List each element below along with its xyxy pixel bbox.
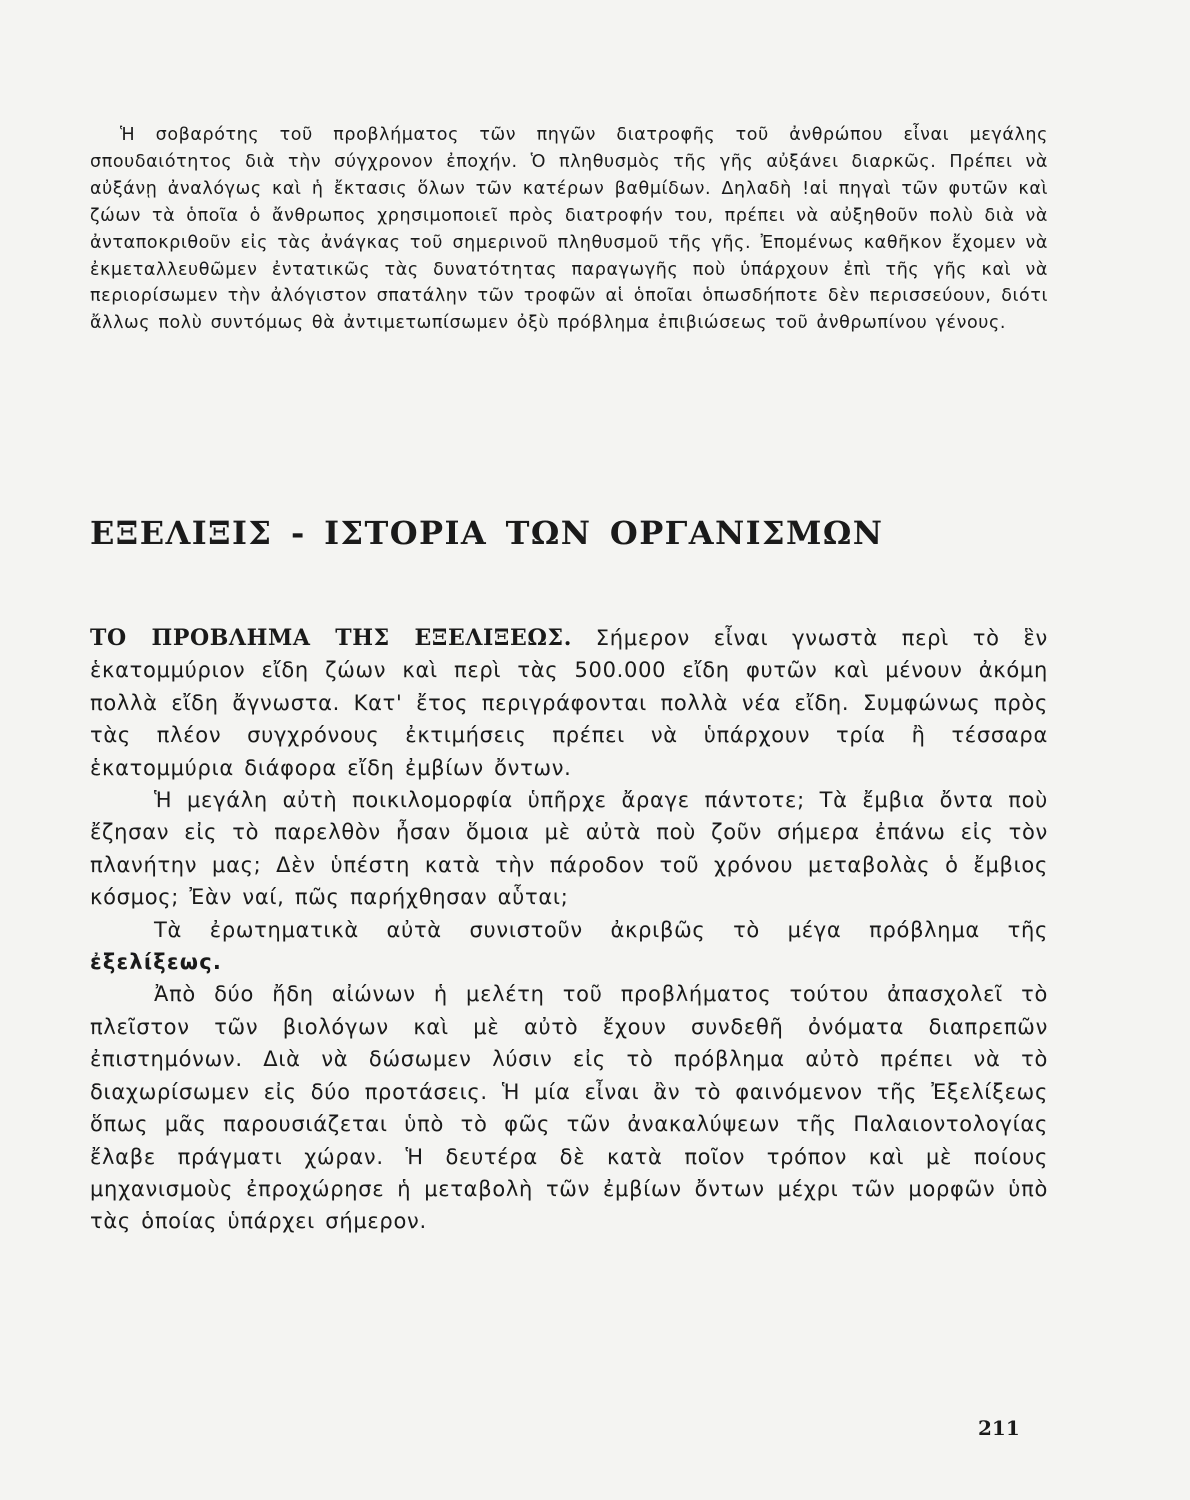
paragraph-3-text: Τὰ ἐρωτηματικὰ αὐτὰ συνιστοῦν ἀκριβῶς τὸ μέγα πρόβλημα τῆς [154, 917, 1048, 942]
section-heading: ΤΟ ΠΡΟΒΛΗΜΑ ΤΗΣ ΕΞΕΛΙΞΕΩΣ. [90, 625, 572, 651]
chapter-title: ΕΞΕΛΙΞΙΣ - ΙΣΤΟΡΙΑ ΤΩΝ ΟΡΓΑΝΙΣΜΩΝ [90, 514, 884, 552]
emphasized-term: ἐξελίξεως. [90, 950, 223, 975]
paragraph-1-text: Σήμερον εἶναι γνωστὰ περὶ τὸ ἓν ἑκατομμύριον εἴδη ζώων καὶ περὶ τὰς 500.000 εἴδη φυτῶν καὶ μένουν ἀκόμη πολλὰ εἴδη ἄγνωστα. Κατ' ἔτος περιγράφονται πολλὰ νέα εἴδη. Συμφώνως πρὸς τὰς πλέον συγχρόνους ἐκτιμήσεις πρέπει νὰ ὑπάρχουν τρία ἢ τέσσαρα ἑκατομμύρια διάφορα εἴδη ἐμβίων ὄντων. [90, 626, 1048, 780]
paragraph-1 [90, 622, 1048, 784]
intro-paragraph: Ἡ σοβαρότης τοῦ προβλήματος τῶν πηγῶν διατροφῆς τοῦ ἀνθρώπου εἶναι μεγάλης σπουδαιότητος διὰ τὴν σύγχρονον ἐποχήν. Ὁ πληθυσμὸς τῆς γῆς αὐξάνει διαρκῶς. Πρέπει νὰ αὐξάνῃ ἀναλόγως καὶ ἡ ἔκτασις ὅλων τῶν κατέρων βαθμίδων. Δηλαδὴ !αἱ πηγαὶ τῶν φυτῶν καὶ ζώων τὰ ὁποῖα ὁ ἄνθρωπος χρησιμοποιεῖ πρὸς διατροφήν του, πρέπει νὰ αὐξηθοῦν πολὺ διὰ νὰ ἀνταποκριθοῦν εἰς τὰς ἀνάγκας τοῦ σημερινοῦ πληθυσμοῦ τῆς γῆς. Ἐπομένως καθῆκον ἔχομεν νὰ ἐκμεταλλευθῶμεν ἐντατικῶς τὰς δυνατότητας παραγωγῆς ποὺ ὑπάρχουν ἐπὶ τῆς γῆς καὶ νὰ περιορίσωμεν τὴν ἀλόγιστον σπατάλην τῶν τροφῶν αἱ ὁποῖαι ὁπωσδήποτε δὲν περισσεύουν, διότι ἄλλως πολὺ συντόμως θὰ ἀντιμετωπίσωμεν ὀξὺ πρόβλημα ἐπιβιώσεως τοῦ ἀνθρωπίνου γένους. [90, 125, 1048, 334]
paragraph-2: Ἡ μεγάλη αὐτὴ ποικιλομορφία ὑπῆρχε ἄραγε πάντοτε; Τὰ ἔμβια ὄντα ποὺ ἔζησαν εἰς τὸ παρελθὸν ἦσαν ὅμοια μὲ αὐτὰ ποὺ ζοῦν σήμερα ἐπάνω εἰς τὸν πλανήτην μας; Δὲν ὑπέστη κατὰ τὴν πάροδον τοῦ χρόνου μεταβολὰς ὁ ἔμβιος κόσμος; Ἐὰν ναί, πῶς παρήχθησαν αὗται; [90, 788, 1048, 910]
paragraph-4: Ἀπὸ δύο ἤδη αἰώνων ἡ μελέτη τοῦ προβλήματος τούτου ἀπασχολεῖ τὸ πλεῖστον τῶν βιολόγων καὶ μὲ αὐτὸ ἔχουν συνδεθῆ ὀνόματα διαπρεπῶν ἐπιστημόνων. Διὰ νὰ δώσωμεν λύσιν εἰς τὸ πρόβλημα αὐτὸ πρέπει νὰ τὸ διαχωρίσωμεν εἰς δύο προτάσεις. Ἡ μία εἶναι ἂν τὸ φαινόμενον τῆς Ἐξελίξεως ὅπως μᾶς παρουσιάζεται ὑπὸ τὸ φῶς τῶν ἀνακαλύψεων τῆς Παλαιοντολογίας ἔλαβε πράγματι χώραν. Ἡ δευτέρα δὲ κατὰ ποῖον τρόπον καὶ μὲ ποίους μηχανισμοὺς ἐπροχώρησε ἡ μεταβολὴ τῶν ἐμβίων ὄντων μέχρι τῶν μορφῶν ὑπὸ τὰς ὁποίας ὑπάρχει σήμερον. [90, 982, 1048, 1234]
intro-text-block [90, 122, 1048, 337]
paragraph-3 [90, 914, 1048, 979]
section-body [90, 622, 1048, 1238]
page-number: 211 [978, 1416, 1020, 1440]
